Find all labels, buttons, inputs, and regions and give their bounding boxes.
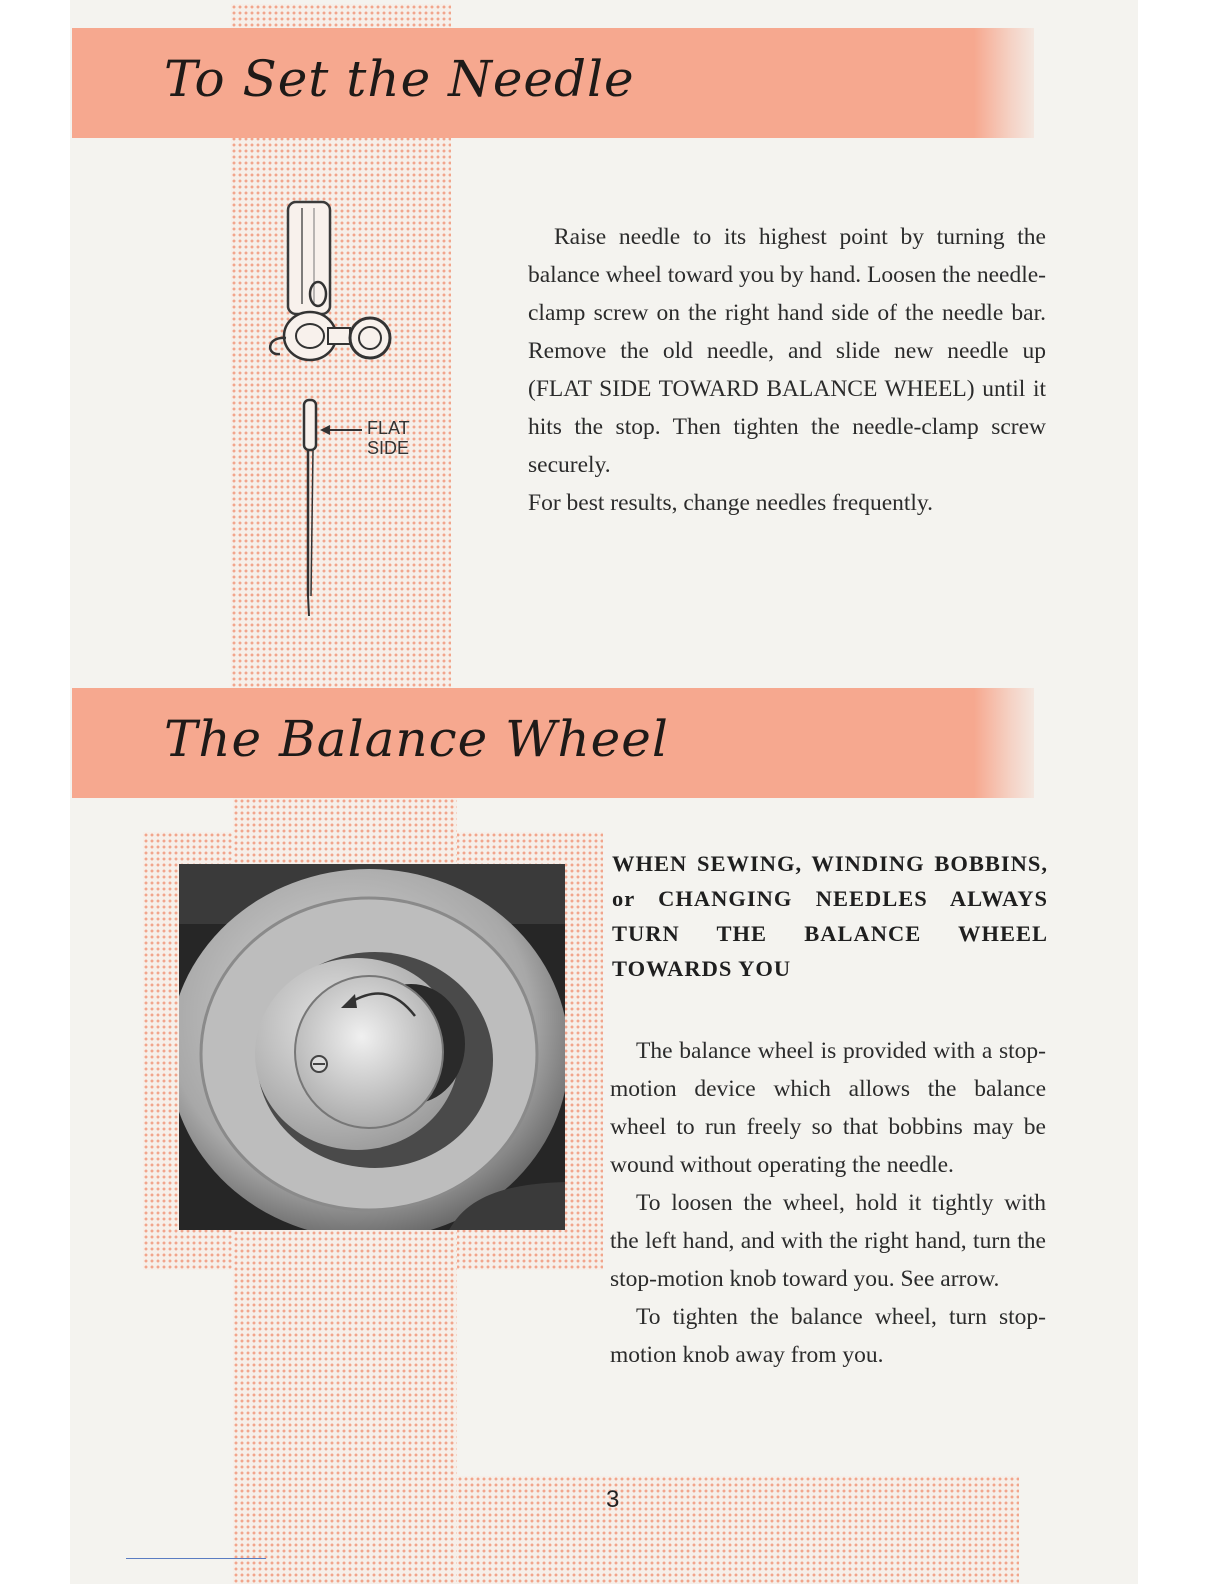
footer-link-underline: [126, 1558, 266, 1559]
needle-paragraph: Raise needle to its highest point by turning the balance wheel toward you by hand. Loosen the needle-clamp screw on the right hand side of the needle bar. Remove the old needle, and slide new needle up (FLAT SIDE TOWARD BALANCE WHEEL) until it hits the stop. Then tighten the needle-clamp screw securely.: [528, 224, 1046, 478]
needle-tip: For best results, change needles frequently.: [528, 490, 934, 516]
section-title-balance-wheel: The Balance Wheel: [164, 710, 669, 768]
flat-side-label-line2: SIDE: [367, 438, 410, 458]
section-banner-balance-wheel: [72, 688, 1034, 798]
flat-side-label-line1: FLAT: [367, 418, 410, 438]
page-number: 3: [606, 1486, 620, 1513]
needle-instructions: [528, 218, 1046, 522]
dot-pattern-bottom: [457, 1476, 1019, 1584]
balance-wheel-paragraph-2: To loosen the wheel, hold it tightly with the left hand, and with the right hand, turn the stop-motion knob toward you. See arrow.: [610, 1190, 1046, 1292]
balance-wheel-image: [179, 864, 565, 1230]
needle-clamp-illustration: [262, 196, 422, 626]
balance-wheel-paragraph-1: The balance wheel is provided with a stop-motion device which allows the balance wheel to run freely so that bobbins may be wound without operating the needle.: [610, 1038, 1046, 1178]
balance-wheel-paragraph-3: To tighten the balance wheel, turn stop-motion knob away from you.: [610, 1304, 1046, 1368]
balance-wheel-photo: [179, 864, 565, 1230]
section-banner-needle: [72, 28, 1034, 138]
flat-side-label: [367, 418, 410, 458]
section-title-needle: To Set the Needle: [164, 50, 635, 108]
balance-wheel-warning: WHEN SEWING, WINDING BOBBINS, or CHANGING NEEDLES ALWAYS TURN THE BALANCE WHEEL TOWARDS YOU: [612, 851, 1048, 981]
balance-wheel-instructions: [610, 1032, 1046, 1374]
